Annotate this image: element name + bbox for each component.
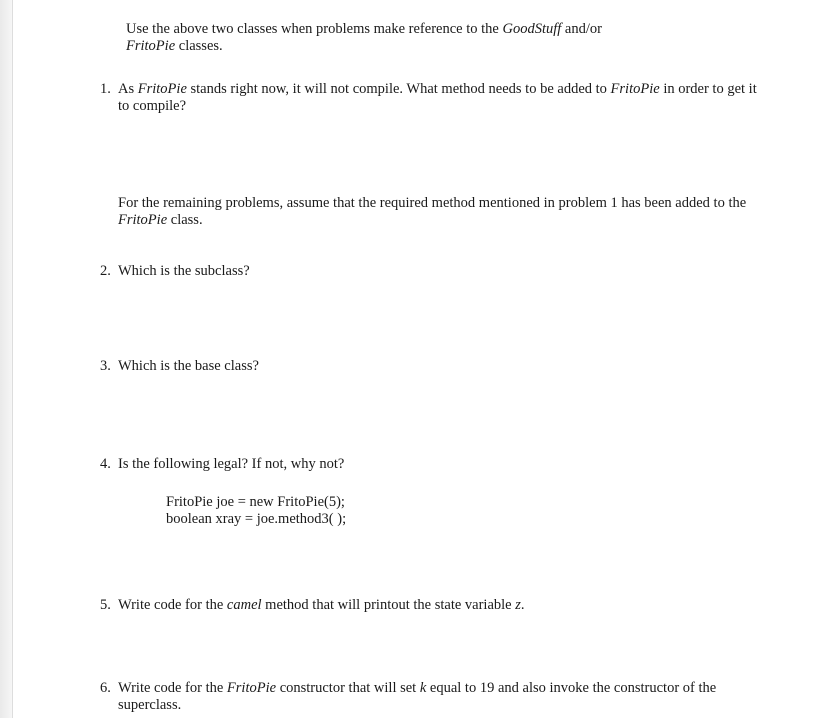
intro-paragraph: Use the above two classes when problems make reference to the GoodStuff and/or FritoPie classes. bbox=[126, 21, 602, 54]
question-1-text: As FritoPie stands right now, it will not compile. What method needs to be added to FritoPie in order to get it to compile? bbox=[118, 81, 757, 114]
question-5-text: Write code for the camel method that will printout the state variable z. bbox=[118, 597, 525, 613]
code-line-1: FritoPie joe = new FritoPie(5); bbox=[166, 494, 345, 510]
question-3-number: 3. bbox=[100, 358, 111, 374]
remaining-problems-note: For the remaining problems, assume that the required method mentioned in problem 1 has been added to the FritoPie class. bbox=[118, 195, 747, 228]
question-4-number: 4. bbox=[100, 456, 111, 472]
code-line-2: boolean xray = joe.method3( ); bbox=[166, 511, 347, 527]
question-2-number: 2. bbox=[100, 263, 111, 279]
question-5-number: 5. bbox=[100, 597, 111, 613]
question-2-text: Which is the subclass? bbox=[118, 263, 250, 279]
question-6-number: 6. bbox=[100, 680, 111, 696]
question-4-text: Is the following legal? If not, why not? bbox=[118, 456, 345, 472]
question-6-text: Write code for the FritoPie constructor that will set k equal to 19 and also invoke the constructor of the superclass. bbox=[118, 680, 717, 713]
question-1-number: 1. bbox=[100, 81, 111, 97]
question-3-text: Which is the base class? bbox=[118, 358, 259, 374]
